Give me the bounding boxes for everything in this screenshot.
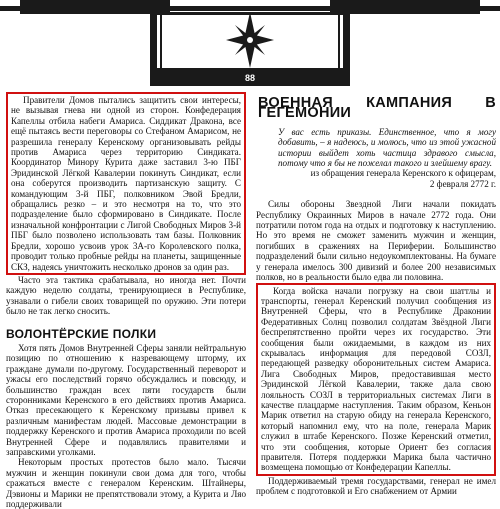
left-boxed-paragraph: Правители Домов пытались защитить свои интересы, не вызывая гнева ни одной из сторон. Конфедерация Капеллы отбила набеги Амариса. Сиддикат Дракона, все ещё пытаясь вести переговоры со Стефаном Амарисом, не разрешила генералу Керенскому организовывать рейды против Амариса через территорию Синдиката. Координатор Минору Курита даже заставил 3-ю ПБГ Эридинской Лёгкой Кавалерии покинуть Синдикат, если она соберутся производить партизанскую защиту. С командующим 3-й ПБГ, полковником Эвой Бредли, обращались резко – и это несмотря на то, что это подразделение было сформировано в Синдикате. После изначальной конфронтации с Лигой Свободных Миров 3-й ПБГ было позволено использовать там базы. Полковник Бредли, хорошо усвоив урок 3А-го Королевского полка, проводит только пробные рейды на планеты, защищенные СКЗ, надеясь уничтожить несколько дронов за один раз. <box>11 95 241 272</box>
section-heading-campaign: ВОЕННАЯ КАМПАНИЯ В ГЕГЕМОНИИ <box>258 95 496 122</box>
left-paragraph-4: Некоторым простых протестов было мало. Тысячи мужчин и женщин покинули свои дома для того, чтобы сражаться вместе с генералом Керенским. Штайнеры, Дэвионы и Марики не препятствовали этому, а Курита и Ляо поддерживали <box>6 457 246 509</box>
page-banner <box>0 0 500 86</box>
right-column <box>256 92 496 497</box>
page-number: 88 <box>244 73 255 83</box>
highlight-box-right <box>256 283 496 476</box>
star-emblem-icon <box>226 12 274 68</box>
epigraph-date: 2 февраля 2772 г. <box>429 178 496 189</box>
section-heading-volunteers: ВОЛОНТЁРСКИЕ ПОЛКИ <box>6 326 157 341</box>
highlight-box-left <box>6 92 246 275</box>
right-boxed-paragraph: Когда войска начали погрузку на свои шаттлы и транспорты, генерал Керенский получил сообщения из Внутренней Сферы, что в Республике Драконии Федеративных Солнц позволил солдатам Звёздной Лиги беспрепятственно пройти через их государство. Эти сообщения были ожидаемыми, в каждом из них скрывалась информация для передовой СОЗЛ, передающей разведку оборонительных систем Амариса. Лига Свободных Миров, предоставившая место Эридинской Лёгкой Кавалерии, также дала свою лояльность СОЗЛ в территориальных системах Лиги в качестве плацдарме наступления. Таким образом, Кеньон Марик ответил на старую обиду на генерала Керенского, который напомнил ему, что на поле, генерала Марик служил в штабе Керенского. Позже Керенский отметил, что эти сообщения, которые Ориент без согласия правителя. Потеря поддержки Марика была частично возмещена помощью от Конфедерации Капеллы. <box>261 285 491 473</box>
epigraph-source: из обращения генерала Керенского к офицерам, <box>310 168 496 179</box>
left-paragraph-3: Хотя пять Домов Внутренней Сферы заняли нейтральную позицию по отношению к назревающему шторму, их граждане думали по-другому. Государственный переворот и ужасы его последствий горячо обсуждались и повсюду, и большинство граждан всех пяти государств были сторонниками Керенского в его действиях против Амариса. Отказ пресекающего к Керенскому призывы привел к различным манифестам людей. Массовые демонстрации в поддержку Керенского и против Амариса проходили по всей Внутренней Сфере и подавлялись правителями и заправскими уголками. <box>6 342 246 457</box>
right-paragraph-1: Силы обороны Звездной Лиги начали покидать Республику Окраинных Миров в начале 2772 года. Они потратили потом года на отдых и подготовку к наступлению. Но это время не сможет заменить мужчин и женщин, погибших в сражениях на Периферии. Большинство подразделений были сильно недоукомплектованы. На бумаге у генерала имелось 300 дивизий и более 200 независимых полков, но в реальности было едва ли половина. <box>256 199 496 283</box>
left-paragraph-2: Часто эта тактика срабатывала, но иногда нет. Почти каждую неделю солдаты, тренирующиеся в Республике, узнавали о гибели своих товарищей по оружию. Эти потери было не так легко сносить. <box>6 274 246 317</box>
epigraph-quote: У вас есть приказы. Единственное, что я могу добавить, – я надеюсь, и молюсь, что из этой ужасной истории выйдет хоть частица здравого смысла, потому что я бы не пожелал такого и злейшему врагу. <box>278 126 496 169</box>
right-paragraph-3: Поддерживаемый тремя государствами, генерал не имел проблем с подготовкой и Его снабжением от Армии <box>256 475 496 497</box>
left-column <box>6 92 246 509</box>
spacer <box>256 189 496 199</box>
